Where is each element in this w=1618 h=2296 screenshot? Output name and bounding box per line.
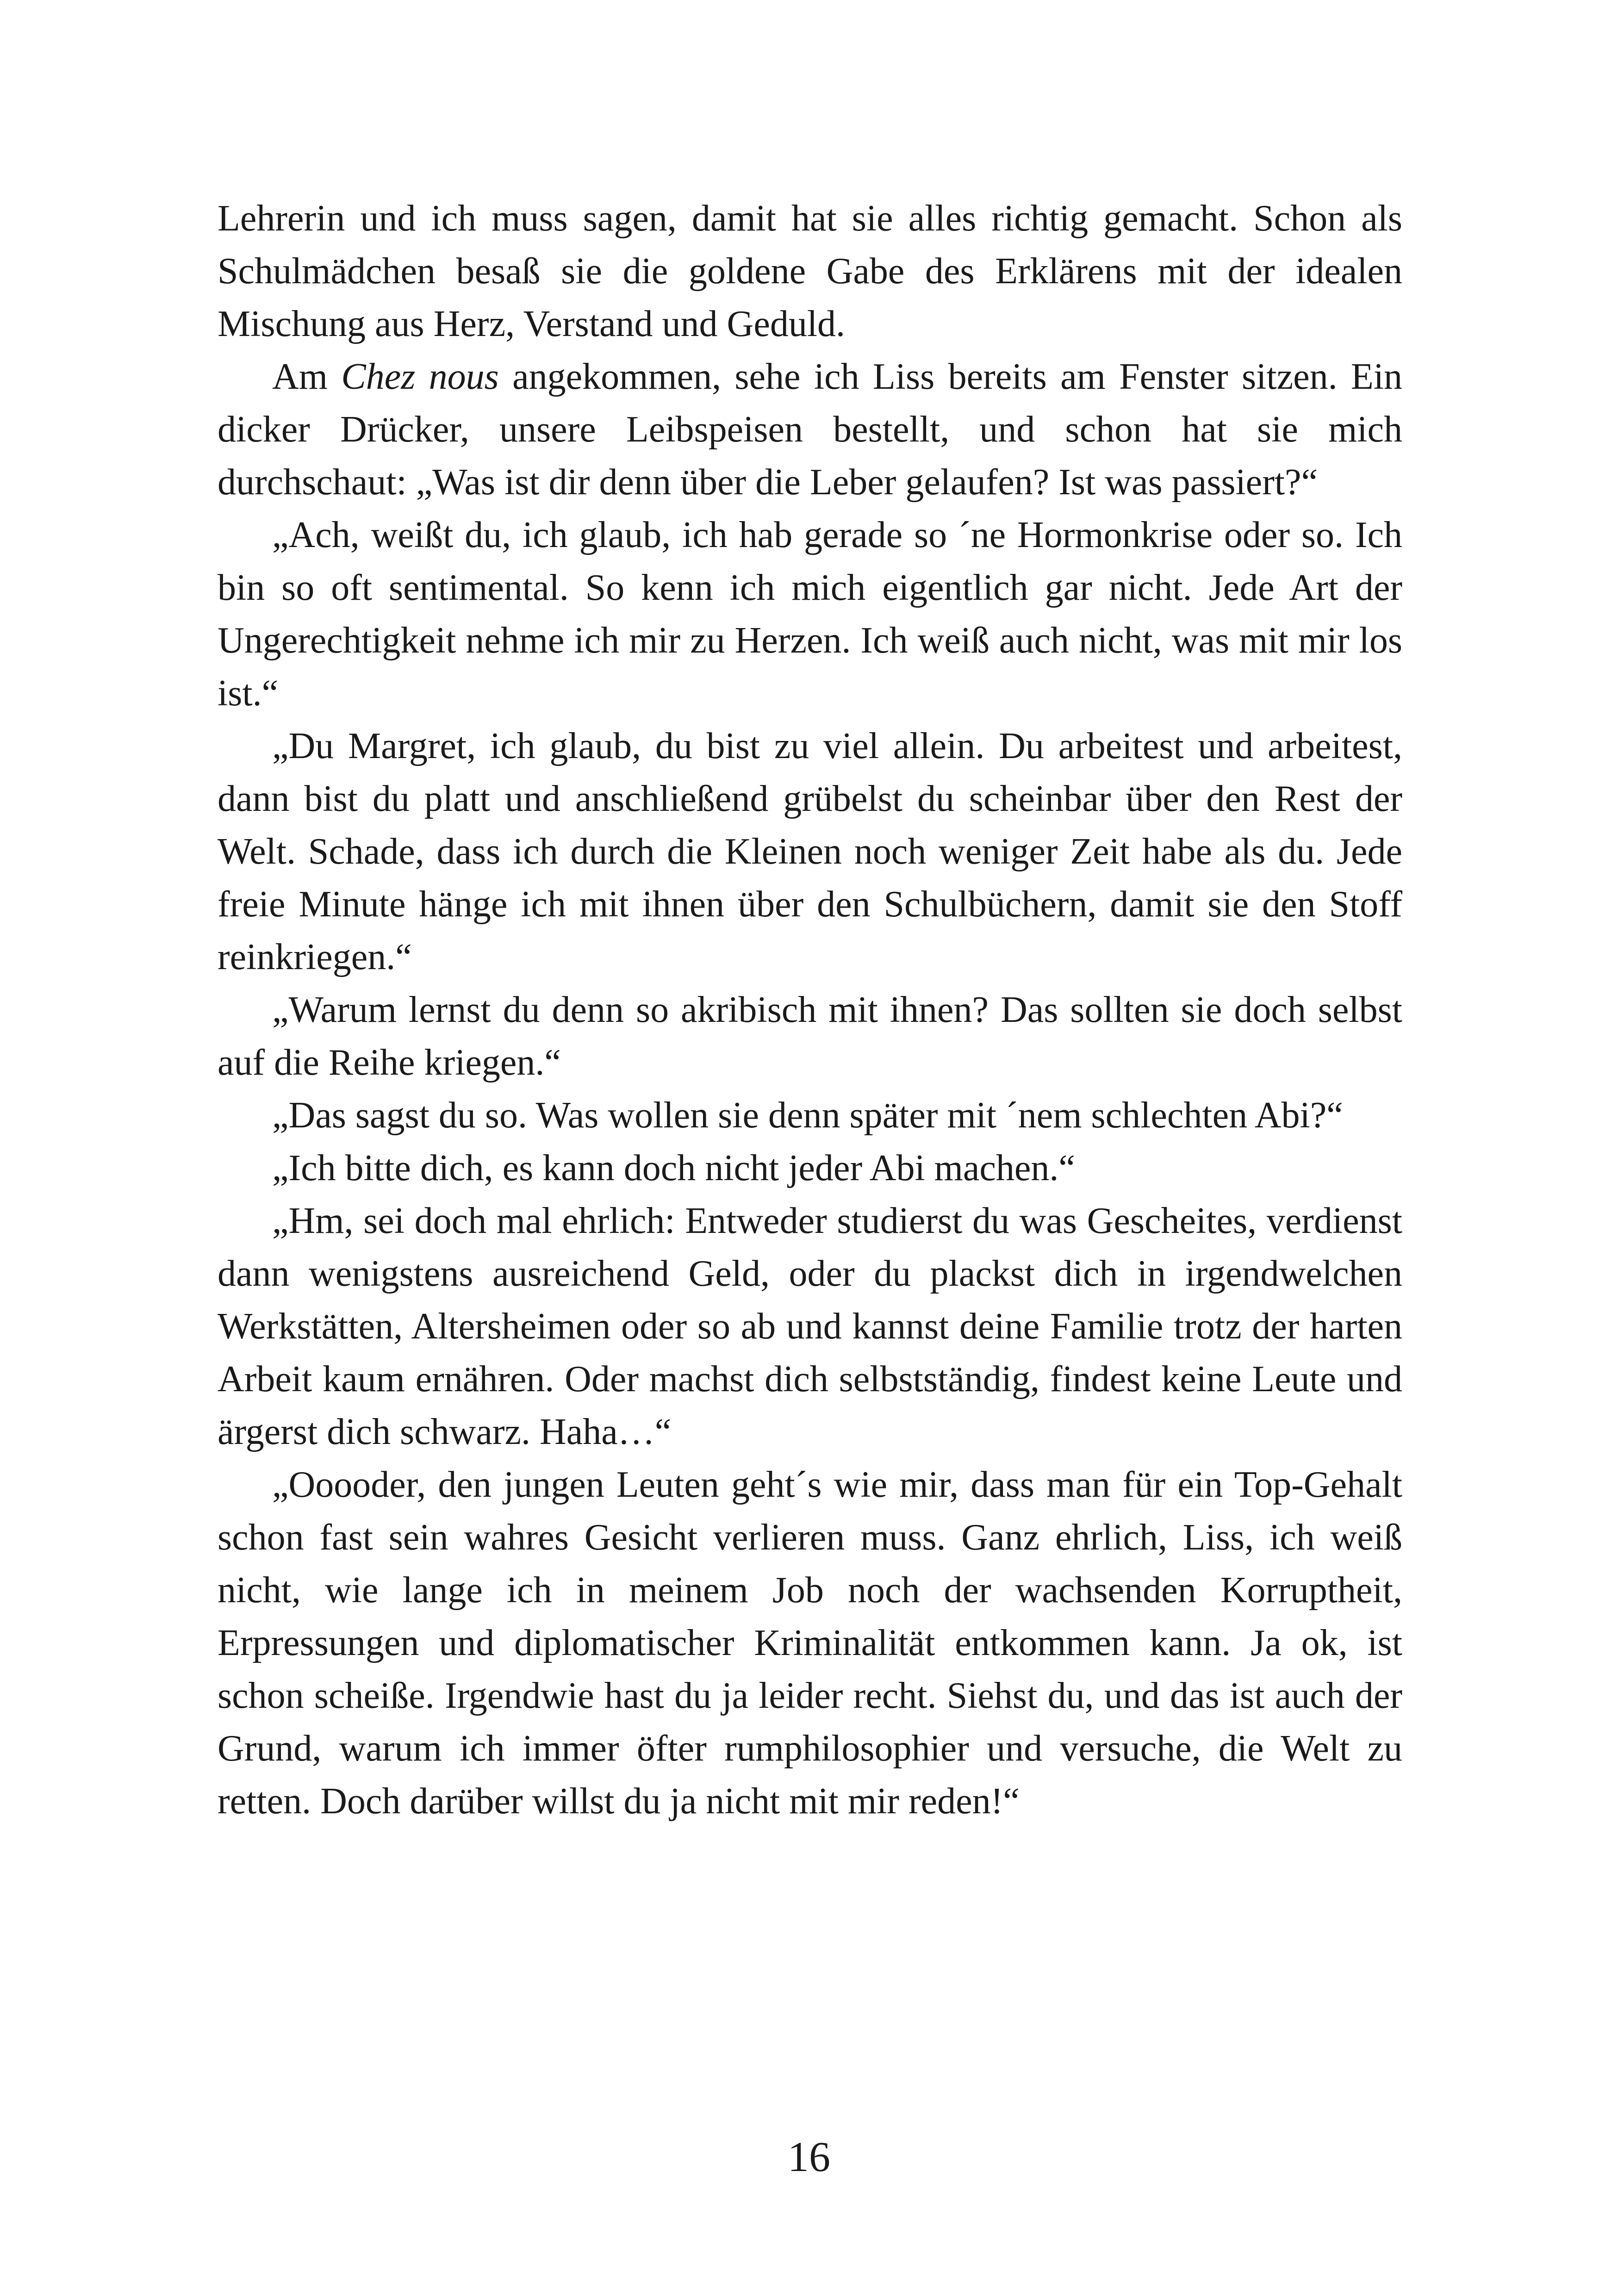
paragraph-2 [218,350,1402,509]
paragraph-3: „Ach, weißt du, ich glaub, ich hab gerade so ´ne Hormonkrise oder so. Ich bin so oft sentimental. So kenn ich mich eigentlich gar nicht. Jede Art der Ungerechtigkeit nehme ich mir zu Herzen. Ich weiß auch nicht, was mit mir los ist.“ [218,515,1402,714]
paragraph-4: „Du Margret, ich glaub, du bist zu viel allein. Du arbeitest und arbeitest, dann bist du platt und anschließend grübelst du scheinbar über den Rest der Welt. Schade, dass ich durch die Kleinen noch weniger Zeit habe als du. Jede freie Minute hänge ich mit ihnen über den Schulbüchern, damit sie den Stoff reinkriegen.“ [218,726,1402,977]
body-text [218,192,1402,1828]
paragraph-2-start: Am [272,356,342,397]
paragraph-5: „Warum lernst du denn so akribisch mit ihnen? Das sollten sie doch selbst auf die Reihe kriegen.“ [218,989,1402,1083]
page-number: 16 [788,2133,830,2180]
paragraph-6: „Das sagst du so. Was wollen sie denn später mit ´nem schlechten Abi?“ [272,1095,1343,1136]
paragraph-9: „Ooooder, den jungen Leuten geht´s wie mir, dass man für ein Top-Gehalt schon fast sein wahres Gesicht verlieren muss. Ganz ehrlich, Liss, ich weiß nicht, wie lange ich in meinem Job noch der wachsenden Korruptheit, Erpressungen und diplomatischer Kriminalität entkommen kann. Ja ok, ist schon scheiße. Irgendwie hast du ja leider recht. Siehst du, und das ist auch der Grund, warum ich immer öfter rumphilosophier und versuche, die Welt zu retten. Doch darüber willst du ja nicht mit mir reden!“ [218,1464,1402,1822]
paragraph-1: Lehrerin und ich muss sagen, damit hat sie alles richtig gemacht. Schon als Schulmädchen besaß sie die goldene Gabe des Erklärens mit der idealen Mischung aus Herz, Verstand und Geduld. [218,198,1402,344]
paragraph-2-rest: angekommen, sehe ich Liss bereits am Fenster sitzen. Ein dicker Drücker, unsere Leibspeisen bestellt, und schon hat sie mich durchschaut: „Was ist dir denn über die Leber gelaufen? Ist was passiert?“ [218,356,1403,503]
paragraph-8: „Hm, sei doch mal ehrlich: Entweder studierst du was Gescheites, verdienst dann wenigstens ausreichend Geld, oder du plackst dich in irgendwelchen Werkstätten, Altersheimen oder so ab und kannst deine Familie trotz der harten Arbeit kaum ernähren. Oder machst dich selbstständig, findest keine Leute und ärgerst dich schwarz. Haha…“ [218,1201,1402,1452]
paragraph-7: „Ich bitte dich, es kann doch nicht jeder Abi machen.“ [272,1148,1075,1188]
restaurant-name: Chez nous [341,356,499,397]
